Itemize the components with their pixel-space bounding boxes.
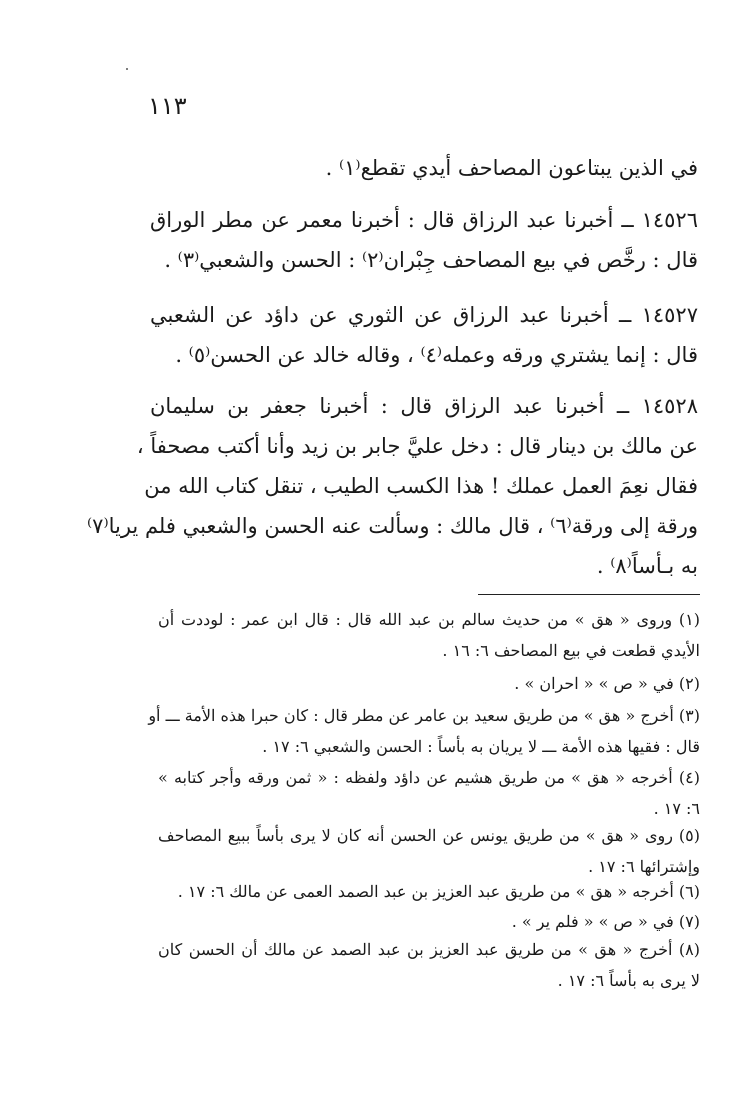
footnote-2 [158,668,700,699]
footnote-line: (٢) في « ص » « احران » . [514,674,700,693]
footnote-line: وإشترائها ٦: ١٧ . [588,857,700,876]
footnote-4 [158,762,700,824]
text-line: ١٤٥٢٨ ــ أخبرنا عبد الرزاق قال : أخبرنا جعفر بن سليمان [150,394,698,418]
text-line: قال : رخَّص في بيع المصاحف جِبْران⁽٢⁾ : الحسن والشعبي⁽٣⁾ . [164,248,698,272]
footnote-line: (٦) أخرجه « هق » من طريق عبد العزيز بن عبد الصمد العمى عن مالك ٦: ١٧ . [177,882,700,901]
continuation-paragraph [150,148,698,188]
hadith-14528 [86,386,698,586]
footnote-divider [478,594,700,595]
hadith-14527 [150,295,698,375]
footnote-line: (٤) أخرجه « هق » من طريق هشيم عن داؤد ولفظه : « ثمن ورقه وأجر كتابه » [158,768,701,787]
footnote-8 [158,934,700,996]
footnote-5 [158,820,700,882]
footnote-line: الأيدي قطعت في بيع المصاحف ٦: ١٦ . [442,641,700,660]
text-line: ١٤٥٢٦ ــ أخبرنا عبد الرزاق قال : أخبرنا معمر عن مطر الوراق [150,208,698,232]
text-line: قال : إنما يشتري ورقه وعمله⁽٤⁾ ، وقاله خالد عن الحسن⁽٥⁾ . [175,343,698,367]
hadith-14526 [150,200,698,280]
footnote-3 [148,700,700,762]
footnote-line: (٥) روى « هق » من طريق يونس عن الحسن أنه كان لا يرى بأساً ببيع المصاحف [158,826,700,845]
page-number: ١١٣ [148,92,187,120]
footnote-line: (٨) أخرج « هق » من طريق عبد العزيز بن عبد الصمد عن مالك أن الحسن كان [158,940,700,959]
footnote-line: قال : فقيها هذه الأمة ـــ لا يريان به بأساً : الحسن والشعبي ٦: ١٧ . [262,737,700,756]
footnote-line: (٧) في « ص » « فلم ير » . [511,912,700,931]
footnote-7 [158,906,700,937]
footnote-line: ٦: ١٧ . [653,799,700,818]
footnote-line: (٣) أخرج « هق » من طريق سعيد بن عامر عن مطر قال : كان حبرا هذه الأمة ـــ أو [148,706,700,725]
text-line: ١٤٥٢٧ ــ أخبرنا عبد الرزاق عن الثوري عن داؤد عن الشعبي [150,303,698,327]
text-line: فقال نعِمَ العمل عملك ! هذا الكسب الطيب ، تنقل كتاب الله من [144,474,698,498]
text-line: في الذين يبتاعون المصاحف أيدي تقطع⁽١⁾ . [325,156,698,180]
footnote-6 [158,876,700,907]
footnote-line: لا يرى به بأساً ٦: ١٧ . [557,971,700,990]
text-line: به بـأساً⁽٨⁾ . [596,554,698,578]
footnote-1 [158,604,700,666]
text-line: عن مالك بن دينار قال : دخل عليَّ جابر بن زيد وأنا أكتب مصحفاً ، [136,434,698,458]
footnote-line: (١) وروى « هق » من حديث سالم بن عبد الله قال : قال ابن عمر : لوددت أن [158,610,700,629]
text-line: ورقة إلى ورقة⁽٦⁾ ، قال مالك : وسألت عنه الحسن والشعبي فلم يريا⁽٧⁾ [86,514,698,538]
scan-speck [126,68,128,70]
